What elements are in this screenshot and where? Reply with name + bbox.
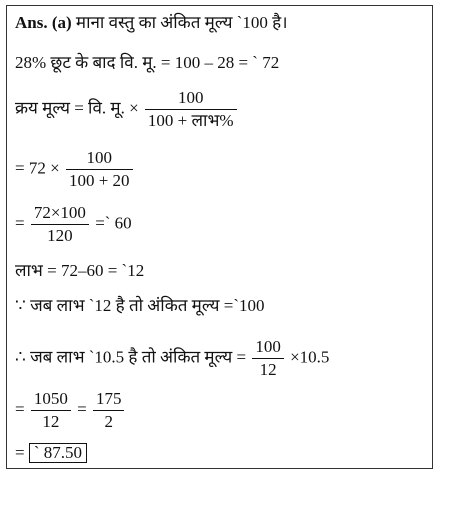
substitution-lhs: = 72 × <box>15 158 60 178</box>
simplification-equals: = <box>77 399 87 419</box>
fraction-denominator: 100 + 20 <box>68 171 130 190</box>
fraction-numerator: 1050 <box>31 389 71 411</box>
because-line: ∵ जब लाभ `12 है तो अंकित मूल्य =`100 <box>15 296 265 315</box>
answer-intro-text: माना वस्तु का अंकित मूल्य `100 है। <box>71 13 288 32</box>
fraction-numerator: 100 <box>145 88 237 110</box>
final-answer-box: ` 87.50 <box>29 443 87 463</box>
fraction-numerator: 72×100 <box>31 203 89 225</box>
simplification-fraction-1 <box>31 389 71 432</box>
simplification-fraction-2 <box>93 389 125 432</box>
result-fraction <box>31 203 89 246</box>
discount-line: 28% छूट के बाद वि. मू. = 100 – 28 = ` 72 <box>15 53 280 72</box>
fraction-denominator: 2 <box>104 412 113 431</box>
final-lhs: = <box>15 443 25 462</box>
fraction-denominator: 100 + लाभ% <box>147 111 234 130</box>
result-rhs: =` 60 <box>95 213 132 233</box>
cost-price-result-line <box>15 203 132 246</box>
fraction-denominator: 12 <box>259 360 277 379</box>
result-lhs: = <box>15 213 25 233</box>
fraction-denominator: 120 <box>47 226 73 245</box>
final-answer-line <box>15 443 87 463</box>
fraction-numerator: 100 <box>66 148 133 170</box>
cost-price-fraction <box>145 88 237 131</box>
answer-intro-line <box>15 13 288 33</box>
therefore-line <box>15 337 329 380</box>
therefore-lhs: ∴ जब लाभ `10.5 है तो अंकित मूल्य = <box>15 347 247 367</box>
profit-line: लाभ = 72–60 = `12 <box>15 261 145 280</box>
answer-label: Ans. (a) <box>15 13 72 32</box>
therefore-rhs: ×10.5 <box>290 347 330 367</box>
fraction-numerator: 100 <box>252 337 284 359</box>
substitution-line <box>15 148 135 191</box>
solution-box <box>6 5 433 469</box>
fraction-numerator: 175 <box>93 389 125 411</box>
simplification-lhs: = <box>15 399 25 419</box>
substitution-fraction <box>66 148 133 191</box>
cost-price-formula-line <box>15 88 239 131</box>
cost-price-lhs: क्रय मूल्य = वि. मू. × <box>15 98 139 118</box>
simplification-line <box>15 389 126 432</box>
therefore-fraction <box>252 337 284 380</box>
fraction-denominator: 12 <box>42 412 60 431</box>
